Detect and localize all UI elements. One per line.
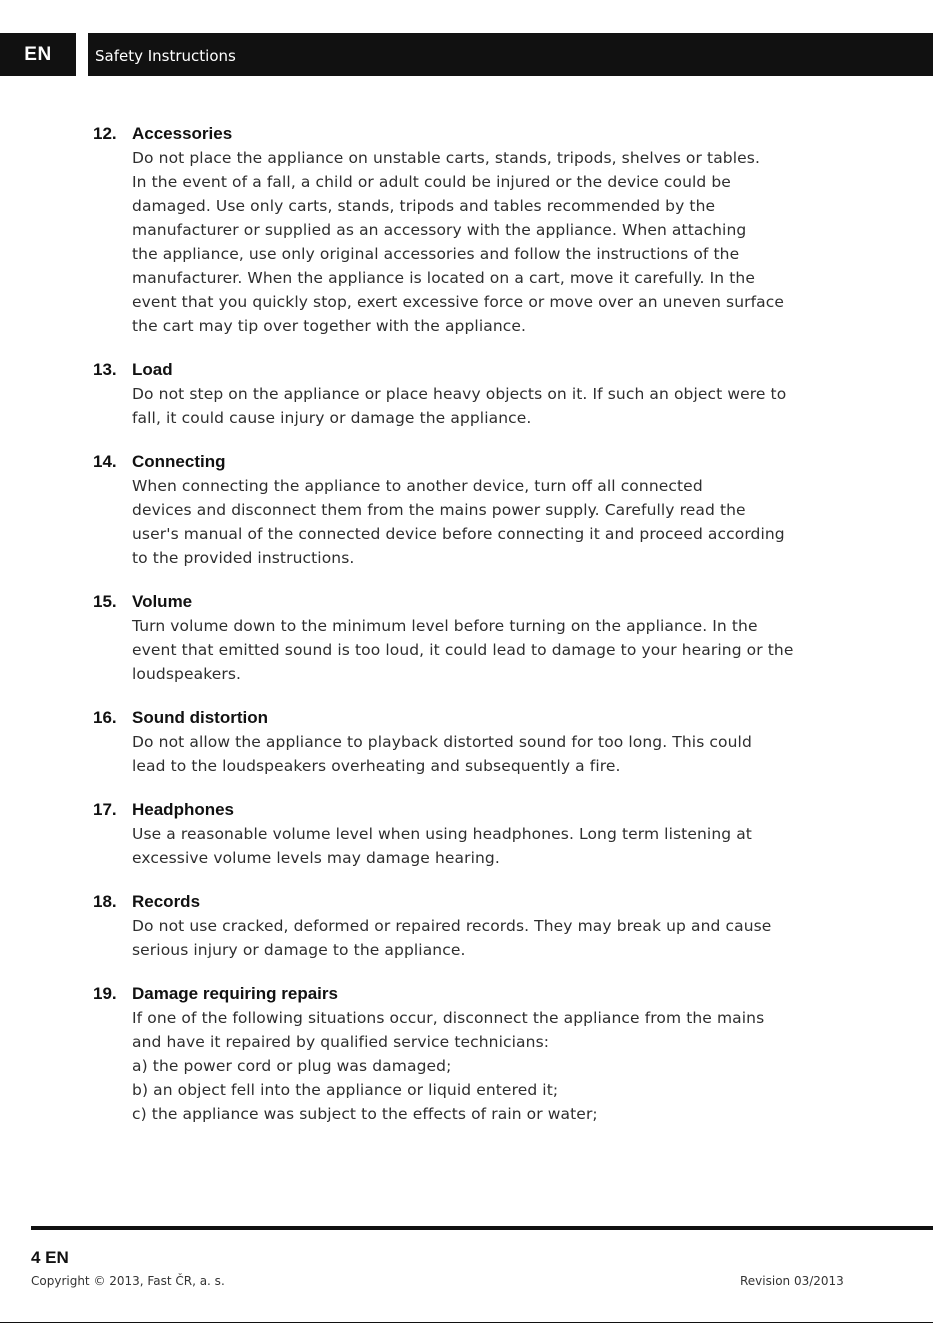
body-text-line: manufacturer or supplied as an accessory with the appliance. When attaching xyxy=(132,221,747,239)
language-tag: EN xyxy=(0,33,76,76)
section-heading xyxy=(0,358,933,382)
section-number: 15. xyxy=(93,592,117,611)
body-text-line: Do not step on the appliance or place heavy objects on it. If such an object were to xyxy=(132,385,787,403)
body-text-line: the appliance, use only original accessories and follow the instructions of the xyxy=(132,245,740,263)
revision-text: Revision 03/2013 xyxy=(740,1274,844,1288)
body-text-line: Turn volume down to the minimum level before turning on the appliance. In the xyxy=(132,617,758,635)
section-body xyxy=(132,614,842,686)
section-title: Sound distortion xyxy=(132,708,268,727)
section-title: Accessories xyxy=(132,124,233,143)
instruction-section xyxy=(0,122,933,338)
section-title: Headphones xyxy=(132,800,235,819)
instruction-section xyxy=(0,450,933,570)
instruction-section xyxy=(0,798,933,870)
body-text-line: If one of the following situations occur, disconnect the appliance from the mains xyxy=(132,1009,765,1027)
body-text-line: lead to the loudspeakers overheating and subsequently a fire. xyxy=(132,757,621,775)
body-text-line: Do not allow the appliance to playback distorted sound for too long. This could xyxy=(132,733,752,751)
copyright-text: Copyright © 2013, Fast ČR, a. s. xyxy=(31,1274,225,1288)
instruction-section xyxy=(0,706,933,778)
section-number: 13. xyxy=(93,360,117,379)
section-heading xyxy=(0,450,933,474)
section-body xyxy=(132,146,842,338)
section-title: Connecting xyxy=(132,452,226,471)
body-text-line: In the event of a fall, a child or adult could be injured or the device could be xyxy=(132,173,731,191)
body-text-line: loudspeakers. xyxy=(132,665,242,683)
body-text-line: damaged. Use only carts, stands, tripods and tables recommended by the xyxy=(132,197,716,215)
body-text-line: a) the power cord or plug was damaged; xyxy=(132,1057,452,1075)
section-number: 16. xyxy=(93,708,117,727)
body-text-line: c) the appliance was subject to the effects of rain or water; xyxy=(132,1105,598,1123)
section-title: Volume xyxy=(132,592,193,611)
body-text-line: fall, it could cause injury or damage the appliance. xyxy=(132,409,532,427)
body-text-line: serious injury or damage to the appliance. xyxy=(132,941,466,959)
page-number: 4 EN xyxy=(31,1248,69,1267)
body-text-line: Do not place the appliance on unstable carts, stands, tripods, shelves or tables. xyxy=(132,149,760,167)
bottom-divider xyxy=(0,1322,933,1323)
section-number: 12. xyxy=(93,124,117,143)
header-separator xyxy=(76,33,88,76)
page-header xyxy=(0,33,933,76)
footer-divider xyxy=(31,1226,933,1230)
body-text-line: to the provided instructions. xyxy=(132,549,355,567)
instruction-section xyxy=(0,982,933,1126)
section-body xyxy=(132,730,842,778)
body-text-line: devices and disconnect them from the mains power supply. Carefully read the xyxy=(132,501,746,519)
body-text-line: excessive volume levels may damage hearing. xyxy=(132,849,500,867)
section-body xyxy=(132,1006,842,1126)
body-text-line: manufacturer. When the appliance is located on a cart, move it carefully. In the xyxy=(132,269,755,287)
section-heading xyxy=(0,982,933,1006)
body-text-line: Do not use cracked, deformed or repaired records. They may break up and cause xyxy=(132,917,772,935)
body-text-line: the cart may tip over together with the appliance. xyxy=(132,317,527,335)
section-body xyxy=(132,822,842,870)
section-number: 14. xyxy=(93,452,117,471)
section-heading xyxy=(0,798,933,822)
section-title: Records xyxy=(132,892,201,911)
section-title: Load xyxy=(132,360,173,379)
section-body xyxy=(132,382,842,430)
section-number: 18. xyxy=(93,892,117,911)
section-number: 19. xyxy=(93,984,117,1003)
body-text-line: Use a reasonable volume level when using headphones. Long term listening at xyxy=(132,825,752,843)
instruction-section xyxy=(0,358,933,430)
section-heading xyxy=(0,122,933,146)
body-text-line: event that you quickly stop, exert excessive force or move over an uneven surface xyxy=(132,293,785,311)
section-number: 17. xyxy=(93,800,117,819)
section-title: Damage requiring repairs xyxy=(132,984,338,1003)
section-body xyxy=(132,914,842,962)
section-heading xyxy=(0,706,933,730)
body-text-line: event that emitted sound is too loud, it could lead to damage to your hearing or the xyxy=(132,641,794,659)
body-text-line: b) an object fell into the appliance or liquid entered it; xyxy=(132,1081,559,1099)
instruction-section xyxy=(0,890,933,962)
body-text-line: user's manual of the connected device before connecting it and proceed according xyxy=(132,525,785,543)
instructions-list xyxy=(0,122,933,1146)
body-text-line: and have it repaired by qualified service technicians: xyxy=(132,1033,550,1051)
instruction-section xyxy=(0,590,933,686)
body-text-line: When connecting the appliance to another device, turn off all connected xyxy=(132,477,703,495)
section-heading xyxy=(0,590,933,614)
header-title: Safety Instructions xyxy=(95,47,236,65)
section-body xyxy=(132,474,842,570)
section-heading xyxy=(0,890,933,914)
